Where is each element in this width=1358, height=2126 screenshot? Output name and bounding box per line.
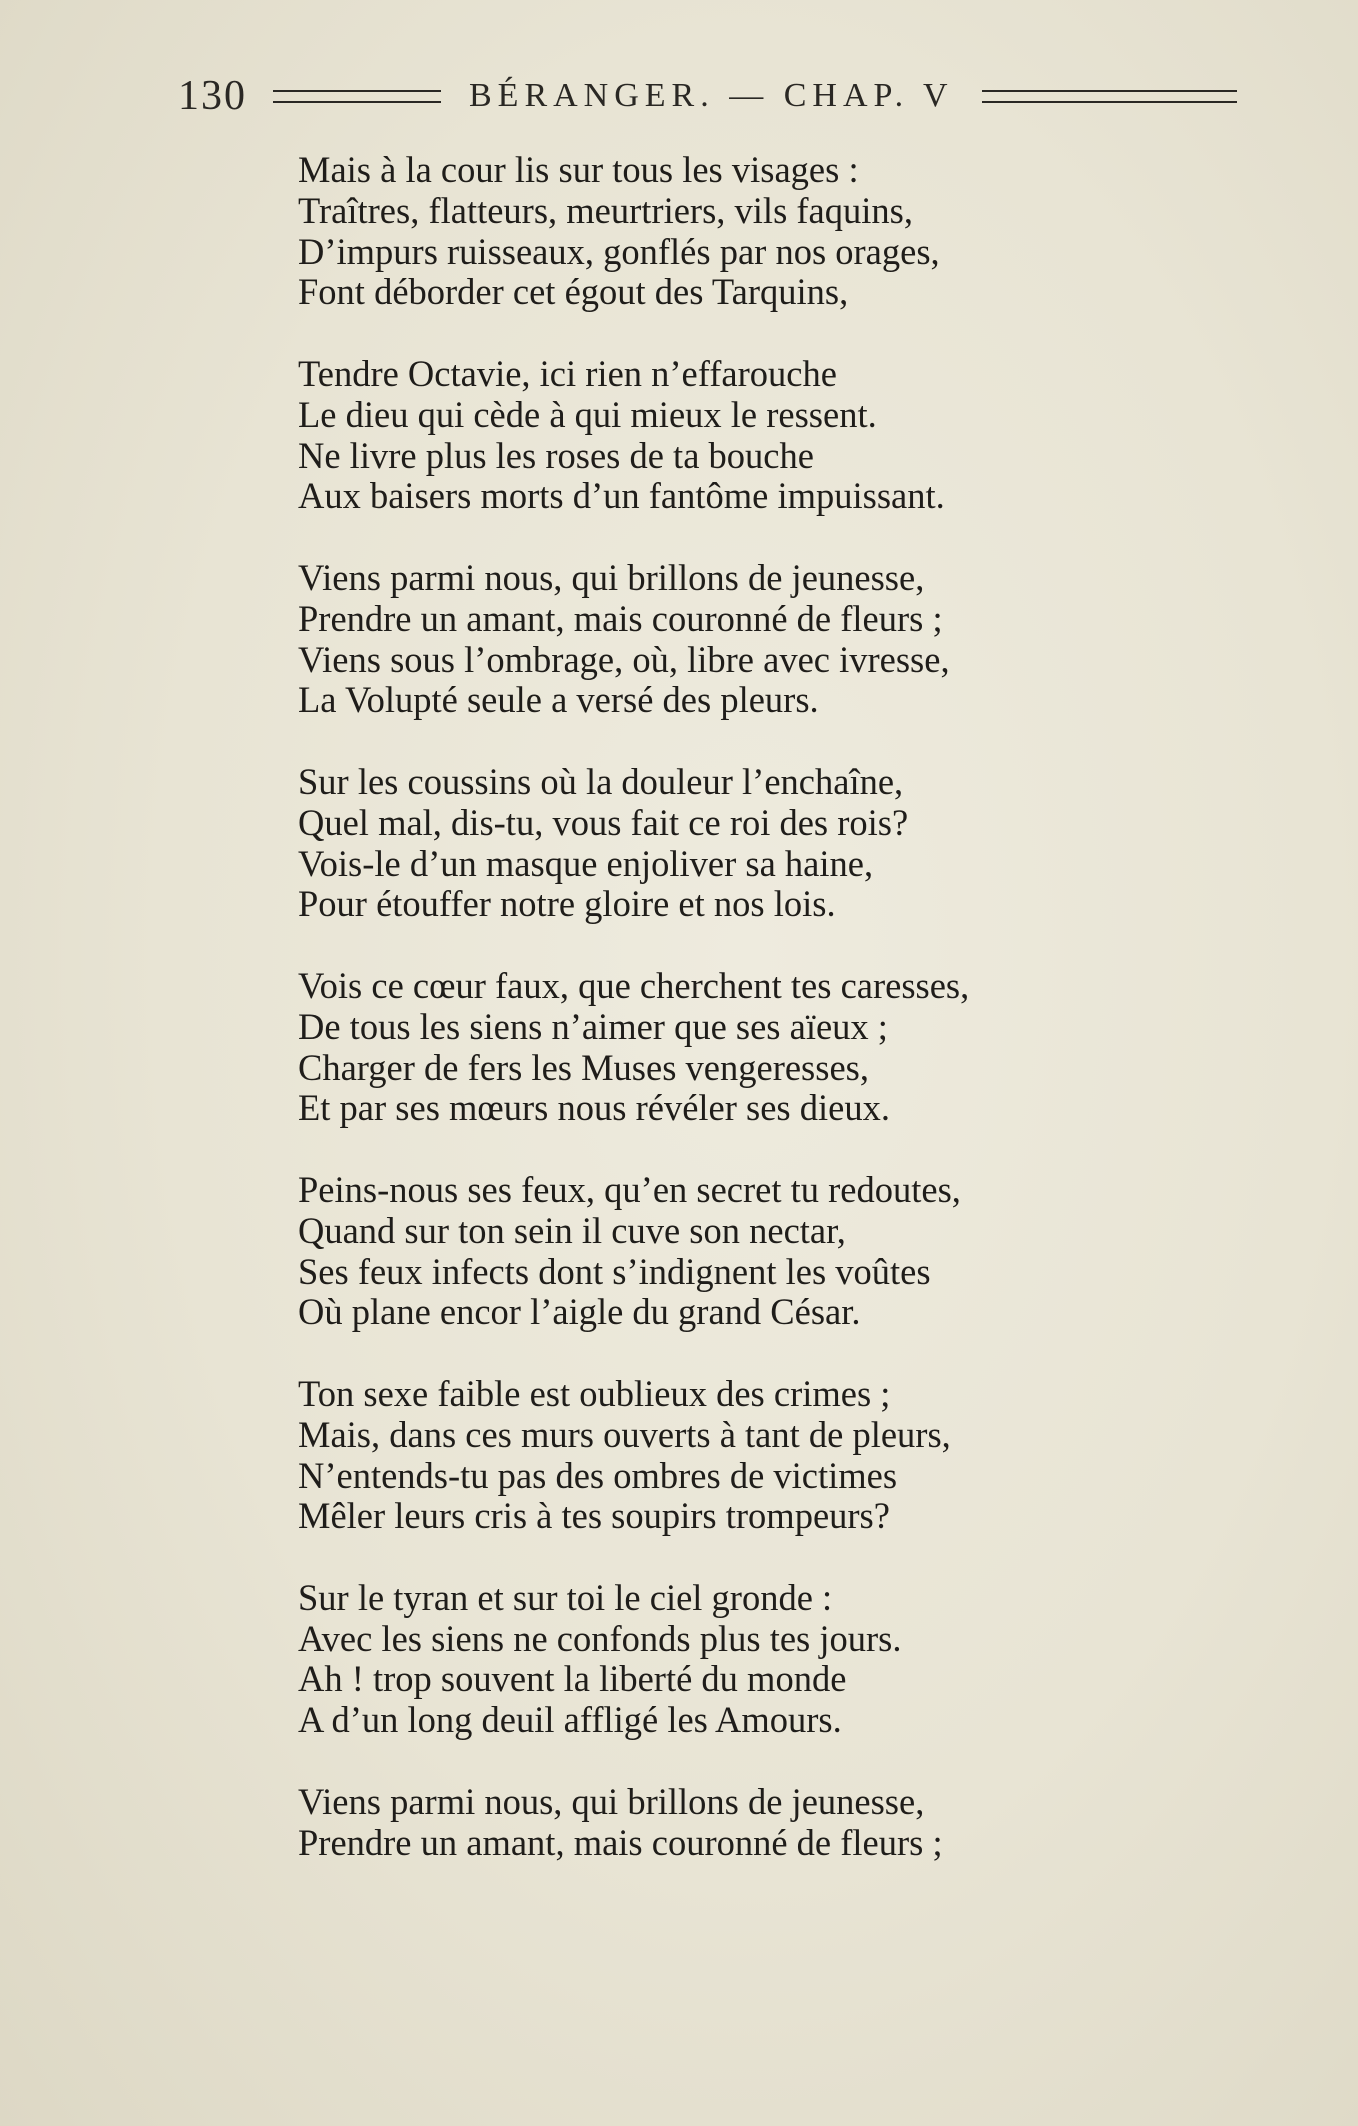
stanza	[298, 558, 1258, 721]
verse-line: Prendre un amant, mais couronné de fleurs ;	[298, 597, 943, 639]
verse-line: Vois ce cœur faux, que cherchent tes caresses,	[298, 964, 970, 1006]
verse-line: Et par ses mœurs nous révéler ses dieux.	[298, 1087, 890, 1129]
header-rule-left	[273, 90, 441, 103]
verse-line: Tendre Octavie, ici rien n’effarouche	[298, 352, 837, 394]
verse-line: Prendre un amant, mais couronné de fleurs ;	[298, 1821, 943, 1863]
verse-line: Font déborder cet égout des Tarquins,	[298, 271, 849, 313]
page-number: 130	[178, 73, 247, 119]
stanza	[298, 966, 1258, 1129]
verse-line: Viens sous l’ombrage, où, libre avec ivresse,	[298, 638, 950, 680]
verse-line: Viens parmi nous, qui brillons de jeunesse,	[298, 556, 925, 598]
stanza	[298, 1374, 1258, 1537]
verse-line: Sur les coussins où la douleur l’enchaîne,	[298, 760, 904, 802]
verse-line: Ne livre plus les roses de ta bouche	[298, 434, 814, 476]
verse-line: Où plane encor l’aigle du grand César.	[298, 1291, 861, 1333]
header-rule-right	[982, 90, 1237, 103]
stanza	[298, 1782, 1258, 1864]
verse-line: Traîtres, flatteurs, meurtriers, vils faquins,	[298, 189, 913, 231]
verse-line: Quand sur ton sein il cuve son nectar,	[298, 1209, 846, 1251]
verse-line: Aux baisers morts d’un fantôme impuissant.	[298, 475, 945, 517]
verse-line: Vois-le d’un masque enjoliver sa haine,	[298, 842, 874, 884]
verse-line: Sur le tyran et sur toi le ciel gronde :	[298, 1576, 833, 1618]
verse-line: La Volupté seule a versé des pleurs.	[298, 679, 819, 721]
verse-line: Peins-nous ses feux, qu’en secret tu redoutes,	[298, 1168, 961, 1210]
running-head	[178, 70, 1278, 122]
verse-line: Mais à la cour lis sur tous les visages :	[298, 149, 859, 190]
poem-body	[298, 150, 1258, 1904]
verse-line: Viens parmi nous, qui brillons de jeunesse,	[298, 1780, 925, 1822]
verse-line: Mêler leurs cris à tes soupirs trompeurs?	[298, 1495, 890, 1537]
verse-line: Quel mal, dis-tu, vous fait ce roi des rois?	[298, 801, 909, 843]
verse-line: Le dieu qui cède à qui mieux le ressent.	[298, 393, 877, 435]
verse-line: Charger de fers les Muses vengeresses,	[298, 1046, 869, 1088]
verse-line: D’impurs ruisseaux, gonflés par nos orages,	[298, 230, 940, 272]
verse-line: Ah ! trop souvent la liberté du monde	[298, 1658, 847, 1700]
verse-line: De tous les siens n’aimer que ses aïeux ;	[298, 1005, 888, 1047]
verse-line: Ton sexe faible est oublieux des crimes ;	[298, 1372, 891, 1414]
verse-line: Avec les siens ne confonds plus tes jours.	[298, 1617, 902, 1659]
stanza	[298, 1578, 1258, 1741]
stanza	[298, 1170, 1258, 1333]
verse-line: A d’un long deuil affligé les Amours.	[298, 1699, 842, 1741]
running-title: BÉRANGER. — CHAP. V	[469, 77, 954, 114]
verse-line: Pour étouffer notre gloire et nos lois.	[298, 883, 836, 925]
stanza	[298, 762, 1258, 925]
verse-line: Ses feux infects dont s’indignent les voûtes	[298, 1250, 931, 1292]
stanza	[298, 354, 1258, 517]
verse-line: Mais, dans ces murs ouverts à tant de pleurs,	[298, 1413, 951, 1455]
stanza	[298, 150, 1258, 313]
verse-line: N’entends-tu pas des ombres de victimes	[298, 1454, 898, 1496]
